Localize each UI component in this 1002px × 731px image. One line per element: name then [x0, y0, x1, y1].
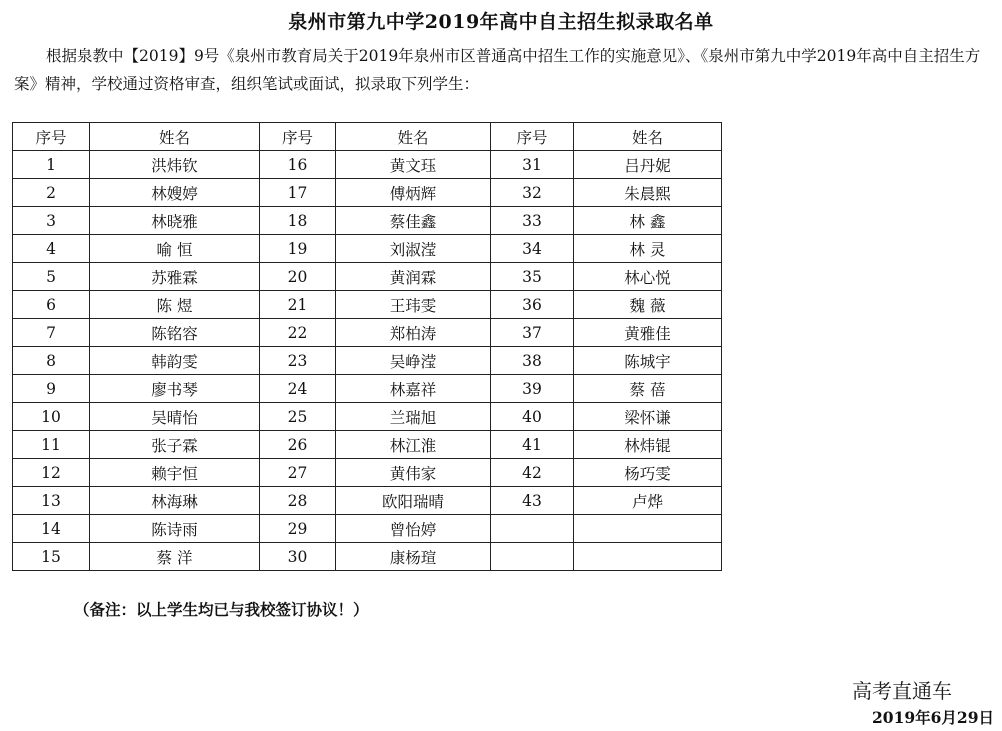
- serial-cell: 35: [491, 263, 574, 291]
- table-row: [13, 459, 722, 487]
- name-cell: 林海琳: [90, 487, 260, 515]
- name-cell: 赖宇恒: [90, 459, 260, 487]
- serial-cell: 22: [260, 319, 336, 347]
- header-name-2: 姓名: [336, 123, 491, 151]
- serial-cell: 16: [260, 151, 336, 179]
- table-row: [13, 375, 722, 403]
- serial-cell: 1: [13, 151, 90, 179]
- serial-cell: 18: [260, 207, 336, 235]
- name-cell: 林 灵: [574, 235, 722, 263]
- name-cell: 康杨瑄: [336, 543, 491, 571]
- name-cell: 傅炳辉: [336, 179, 491, 207]
- serial-cell: 20: [260, 263, 336, 291]
- table-row: [13, 543, 722, 571]
- serial-cell: 19: [260, 235, 336, 263]
- table-row: [13, 403, 722, 431]
- name-cell: 韩韵雯: [90, 347, 260, 375]
- watermark-logo: 高考直通车: [852, 679, 952, 703]
- name-cell: 刘淑滢: [336, 235, 491, 263]
- name-cell: 苏雅霖: [90, 263, 260, 291]
- serial-cell: 38: [491, 347, 574, 375]
- table-body: [13, 151, 722, 571]
- name-cell: 吴峥滢: [336, 347, 491, 375]
- name-cell: 洪炜钦: [90, 151, 260, 179]
- table-row: [13, 515, 722, 543]
- name-cell: 陈铭容: [90, 319, 260, 347]
- serial-cell: [491, 515, 574, 543]
- intro-paragraph: 根据泉教中【2019】9号《泉州市教育局关于2019年泉州市区普通高中招生工作的实施意见》、《泉州市第九中学2019年高中自主招生方案》精神，学校通过资格审查，组织笔试或面试，拟录取下列学生：: [14, 47, 981, 93]
- name-cell: 郑柏涛: [336, 319, 491, 347]
- serial-cell: 11: [13, 431, 90, 459]
- serial-cell: 17: [260, 179, 336, 207]
- name-cell: 兰瑞旭: [336, 403, 491, 431]
- serial-cell: 7: [13, 319, 90, 347]
- name-cell: 陈城宇: [574, 347, 722, 375]
- name-cell: [574, 515, 722, 543]
- name-cell: 林嫂婷: [90, 179, 260, 207]
- serial-cell: 31: [491, 151, 574, 179]
- serial-cell: 34: [491, 235, 574, 263]
- serial-cell: 27: [260, 459, 336, 487]
- header-serial-2: 序号: [260, 123, 336, 151]
- serial-cell: 10: [13, 403, 90, 431]
- name-cell: 吴晴怡: [90, 403, 260, 431]
- signature-date: 2019年6月29日: [872, 708, 994, 727]
- header-serial-3: 序号: [491, 123, 574, 151]
- name-cell: 黄伟家: [336, 459, 491, 487]
- serial-cell: 13: [13, 487, 90, 515]
- serial-cell: 28: [260, 487, 336, 515]
- name-cell: 杨巧雯: [574, 459, 722, 487]
- serial-cell: 36: [491, 291, 574, 319]
- table-header-row: [13, 123, 722, 151]
- name-cell: 黄文珏: [336, 151, 491, 179]
- name-cell: 林 鑫: [574, 207, 722, 235]
- serial-cell: 12: [13, 459, 90, 487]
- name-cell: 林晓雅: [90, 207, 260, 235]
- name-cell: 黄润霖: [336, 263, 491, 291]
- name-cell: 蔡佳鑫: [336, 207, 491, 235]
- serial-cell: 23: [260, 347, 336, 375]
- name-cell: 陈 煜: [90, 291, 260, 319]
- name-cell: 卢烨: [574, 487, 722, 515]
- name-cell: 林炜锟: [574, 431, 722, 459]
- serial-cell: 5: [13, 263, 90, 291]
- name-cell: 林江淮: [336, 431, 491, 459]
- table-row: [13, 291, 722, 319]
- serial-cell: 32: [491, 179, 574, 207]
- serial-cell: 2: [13, 179, 90, 207]
- table-row: [13, 179, 722, 207]
- name-cell: 蔡 洋: [90, 543, 260, 571]
- table-row: [13, 235, 722, 263]
- name-cell: 朱晨熙: [574, 179, 722, 207]
- name-cell: 曾怡婷: [336, 515, 491, 543]
- name-cell: 欧阳瑞晴: [336, 487, 491, 515]
- serial-cell: 6: [13, 291, 90, 319]
- serial-cell: 42: [491, 459, 574, 487]
- name-cell: 张子霖: [90, 431, 260, 459]
- serial-cell: 21: [260, 291, 336, 319]
- serial-cell: 4: [13, 235, 90, 263]
- serial-cell: 24: [260, 375, 336, 403]
- serial-cell: 8: [13, 347, 90, 375]
- serial-cell: 37: [491, 319, 574, 347]
- serial-cell: 33: [491, 207, 574, 235]
- admission-table: [12, 122, 722, 571]
- serial-cell: 40: [491, 403, 574, 431]
- serial-cell: 14: [13, 515, 90, 543]
- serial-cell: [491, 543, 574, 571]
- table-row: [13, 319, 722, 347]
- name-cell: 林嘉祥: [336, 375, 491, 403]
- table-row: [13, 151, 722, 179]
- remark-note: （备注：以上学生均已与我校签订协议！）: [74, 600, 369, 619]
- table-row: [13, 263, 722, 291]
- name-cell: [574, 543, 722, 571]
- name-cell: 吕丹妮: [574, 151, 722, 179]
- header-serial-1: 序号: [13, 123, 90, 151]
- name-cell: 魏 薇: [574, 291, 722, 319]
- name-cell: 王玮雯: [336, 291, 491, 319]
- header-name-3: 姓名: [574, 123, 722, 151]
- table-row: [13, 431, 722, 459]
- table-row: [13, 347, 722, 375]
- serial-cell: 3: [13, 207, 90, 235]
- serial-cell: 30: [260, 543, 336, 571]
- name-cell: 梁怀谦: [574, 403, 722, 431]
- serial-cell: 25: [260, 403, 336, 431]
- name-cell: 蔡 蓓: [574, 375, 722, 403]
- serial-cell: 41: [491, 431, 574, 459]
- name-cell: 廖书琴: [90, 375, 260, 403]
- table-row: [13, 207, 722, 235]
- page-title: 泉州市第九中学2019年高中自主招生拟录取名单: [288, 11, 714, 33]
- serial-cell: 15: [13, 543, 90, 571]
- name-cell: 林心悦: [574, 263, 722, 291]
- serial-cell: 9: [13, 375, 90, 403]
- serial-cell: 39: [491, 375, 574, 403]
- serial-cell: 43: [491, 487, 574, 515]
- table-row: [13, 487, 722, 515]
- serial-cell: 26: [260, 431, 336, 459]
- name-cell: 陈诗雨: [90, 515, 260, 543]
- name-cell: 喻 恒: [90, 235, 260, 263]
- serial-cell: 29: [260, 515, 336, 543]
- header-name-1: 姓名: [90, 123, 260, 151]
- name-cell: 黄雅佳: [574, 319, 722, 347]
